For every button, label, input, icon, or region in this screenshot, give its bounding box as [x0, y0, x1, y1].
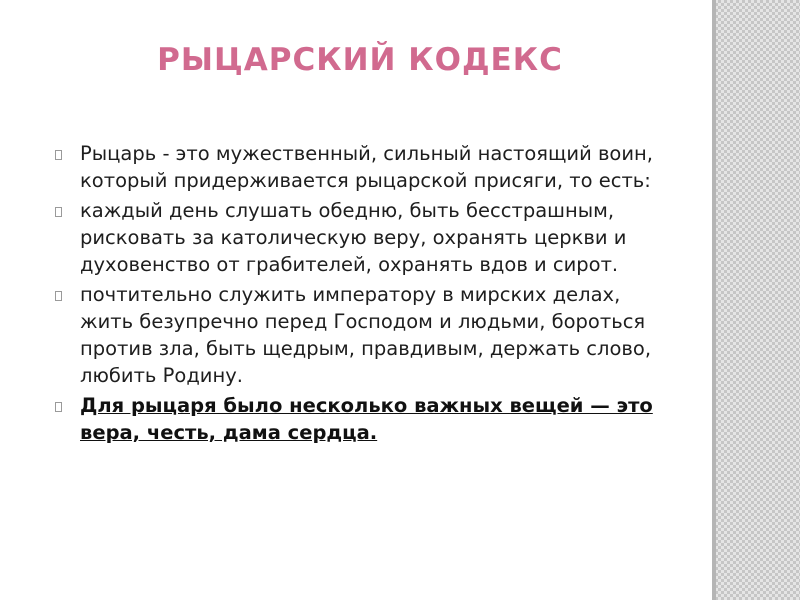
decorative-side-pattern: [712, 0, 800, 600]
bullet-item: [54, 140, 674, 194]
bullet-text: Рыцарь - это мужественный, сильный настоящий воин, который придерживается рыцарской присяги, то есть:: [80, 142, 653, 192]
bullet-text: почтительно служить императору в мирских делах, жить безупречно перед Господом и людьми, бороться против зла, быть щедрым, правдивым, держать слово, любить Родину.: [80, 283, 652, 387]
bullet-item: [54, 281, 674, 389]
bullet-box-icon: [55, 150, 62, 160]
bullet-item: [54, 197, 674, 278]
slide-title: РЫЦАРСКИЙ КОДЕКС: [157, 42, 563, 78]
bullet-item-highlight: [54, 392, 674, 446]
bullet-box-icon: [55, 291, 62, 301]
bullet-text: каждый день слушать обедню, быть бесстрашным, рисковать за католическую веру, охранять церкви и духовенство от грабителей, охранять вдов и сирот.: [80, 199, 627, 276]
bullet-text: Для рыцаря было несколько важных вещей — это вера, честь, дама сердца.: [80, 394, 653, 444]
bullet-list: [54, 140, 674, 449]
bullet-box-icon: [55, 207, 62, 217]
bullet-box-icon: [55, 402, 62, 412]
